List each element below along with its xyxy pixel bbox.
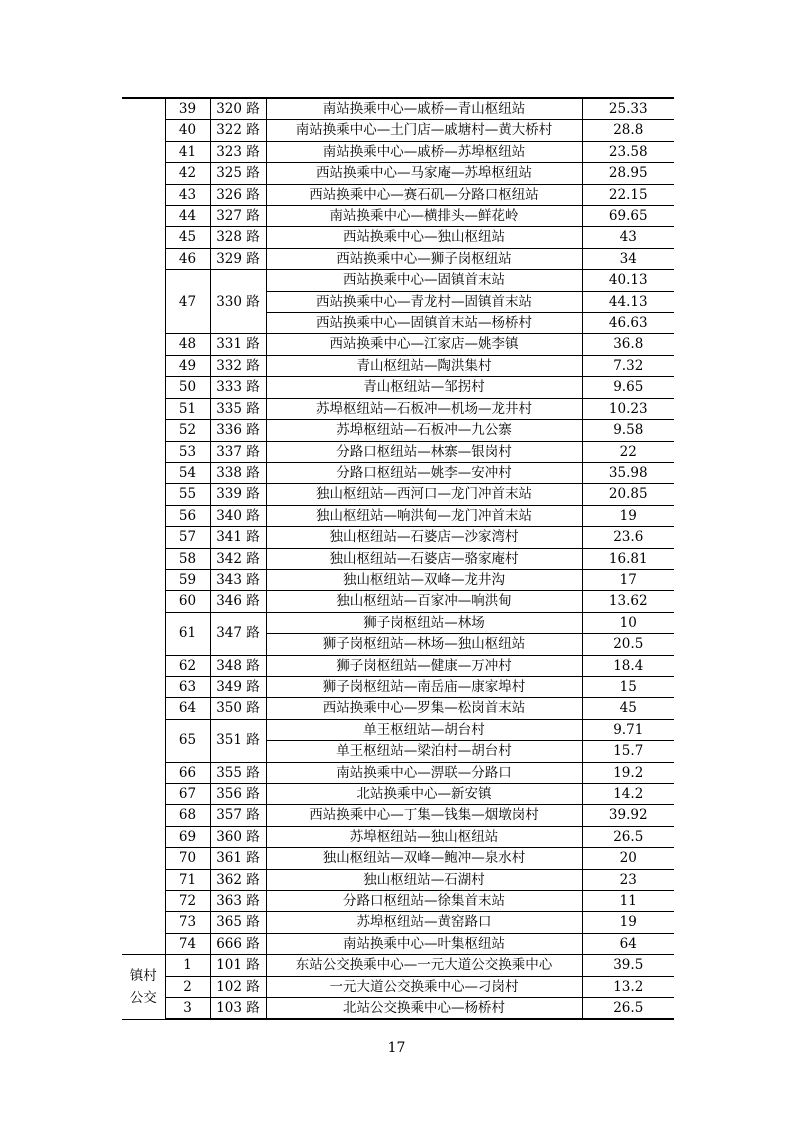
route-length-cell: 22.15 <box>582 184 674 205</box>
route-name-cell: 346 路 <box>210 591 266 612</box>
route-name-cell: 357 路 <box>210 805 266 826</box>
table-row <box>122 420 674 441</box>
route-index-cell: 65 <box>165 719 210 762</box>
route-stops-cell: 西站换乘中心—马家庵—苏埠枢纽站 <box>266 163 582 184</box>
route-index-cell: 63 <box>165 676 210 697</box>
route-name-cell: 323 路 <box>210 141 266 162</box>
route-name-cell: 331 路 <box>210 334 266 355</box>
table-row <box>122 655 674 676</box>
table-row <box>122 955 674 976</box>
table-row <box>122 120 674 141</box>
route-stops-cell: 南站换乘中心—戚桥—青山枢纽站 <box>266 98 582 120</box>
route-stops-cell: 独山枢纽站—百家冲—响洪甸 <box>266 591 582 612</box>
table-row <box>122 826 674 847</box>
route-name-cell: 335 路 <box>210 398 266 419</box>
route-stops-cell: 西站换乘中心—赛石矶—分路口枢纽站 <box>266 184 582 205</box>
route-name-cell: 327 路 <box>210 206 266 227</box>
route-length-cell: 9.58 <box>582 420 674 441</box>
route-length-cell: 28.8 <box>582 120 674 141</box>
route-length-cell: 69.65 <box>582 206 674 227</box>
table-row <box>122 998 674 1020</box>
route-length-cell: 18.4 <box>582 655 674 676</box>
route-length-cell: 45 <box>582 698 674 719</box>
table-row <box>122 698 674 719</box>
table-row <box>122 270 674 291</box>
route-stops-cell: 分路口枢纽站—林寨—银岗村 <box>266 441 582 462</box>
route-length-cell: 39.5 <box>582 955 674 976</box>
route-length-cell: 13.62 <box>582 591 674 612</box>
table-row <box>122 227 674 248</box>
table-row <box>122 719 674 740</box>
route-length-cell: 20.85 <box>582 484 674 505</box>
route-length-cell: 9.65 <box>582 377 674 398</box>
route-name-cell: 328 路 <box>210 227 266 248</box>
route-index-cell: 60 <box>165 591 210 612</box>
route-index-cell: 74 <box>165 933 210 954</box>
route-name-cell: 340 路 <box>210 505 266 526</box>
table-row <box>122 377 674 398</box>
route-stops-cell: 单王枢纽站—梁泊村—胡台村 <box>266 741 582 762</box>
route-stops-cell: 南站换乘中心—横排头—鲜花岭 <box>266 206 582 227</box>
route-name-cell: 332 路 <box>210 355 266 376</box>
route-length-cell: 26.5 <box>582 998 674 1020</box>
bus-route-table <box>122 97 674 1020</box>
category-cell <box>122 955 165 1020</box>
route-index-cell: 1 <box>165 955 210 976</box>
route-stops-cell: 青山枢纽站—邹拐村 <box>266 377 582 398</box>
route-length-cell: 19.2 <box>582 762 674 783</box>
route-length-cell: 15.7 <box>582 741 674 762</box>
route-name-cell: 329 路 <box>210 248 266 269</box>
route-length-cell: 22 <box>582 441 674 462</box>
route-length-cell: 20 <box>582 848 674 869</box>
route-stops-cell: 南站换乘中心—淠联—分路口 <box>266 762 582 783</box>
route-stops-cell: 苏埠枢纽站—石板冲—机场—龙井村 <box>266 398 582 419</box>
table-row <box>122 676 674 697</box>
route-name-cell: 336 路 <box>210 420 266 441</box>
route-name-cell: 343 路 <box>210 569 266 590</box>
route-index-cell: 54 <box>165 462 210 483</box>
route-index-cell: 55 <box>165 484 210 505</box>
route-name-cell: 355 路 <box>210 762 266 783</box>
route-name-cell: 350 路 <box>210 698 266 719</box>
route-index-cell: 48 <box>165 334 210 355</box>
table-row <box>122 869 674 890</box>
route-length-cell: 40.13 <box>582 270 674 291</box>
route-index-cell: 69 <box>165 826 210 847</box>
route-index-cell: 64 <box>165 698 210 719</box>
route-index-cell: 2 <box>165 976 210 997</box>
route-name-cell: 362 路 <box>210 869 266 890</box>
route-stops-cell: 西站换乘中心—固镇首末站—杨桥村 <box>266 313 582 334</box>
table-row <box>122 505 674 526</box>
route-length-cell: 25.33 <box>582 98 674 120</box>
route-length-cell: 28.95 <box>582 163 674 184</box>
route-index-cell: 56 <box>165 505 210 526</box>
route-length-cell: 15 <box>582 676 674 697</box>
route-stops-cell: 独山枢纽站—西河口—龙门冲首末站 <box>266 484 582 505</box>
route-length-cell: 23 <box>582 869 674 890</box>
route-table-body <box>122 98 674 1019</box>
route-stops-cell: 西站换乘中心—独山枢纽站 <box>266 227 582 248</box>
route-stops-cell: 西站换乘中心—罗集—松岗首末站 <box>266 698 582 719</box>
route-stops-cell: 狮子岗枢纽站—林场—独山枢纽站 <box>266 634 582 655</box>
route-index-cell: 57 <box>165 527 210 548</box>
route-name-cell: 320 路 <box>210 98 266 120</box>
route-stops-cell: 西站换乘中心—固镇首末站 <box>266 270 582 291</box>
table-row <box>122 334 674 355</box>
table-row <box>122 569 674 590</box>
route-length-cell: 44.13 <box>582 291 674 312</box>
route-index-cell: 52 <box>165 420 210 441</box>
route-index-cell: 68 <box>165 805 210 826</box>
route-length-cell: 17 <box>582 569 674 590</box>
route-stops-cell: 独山枢纽站—石婆店—沙家湾村 <box>266 527 582 548</box>
route-index-cell: 49 <box>165 355 210 376</box>
route-stops-cell: 青山枢纽站—陶洪集村 <box>266 355 582 376</box>
route-name-cell: 101 路 <box>210 955 266 976</box>
route-name-cell: 325 路 <box>210 163 266 184</box>
route-stops-cell: 北站换乘中心—新安镇 <box>266 784 582 805</box>
route-index-cell: 71 <box>165 869 210 890</box>
route-length-cell: 23.58 <box>582 141 674 162</box>
route-length-cell: 10 <box>582 612 674 633</box>
route-index-cell: 61 <box>165 612 210 655</box>
route-stops-cell: 苏埠枢纽站—石板冲—九公寨 <box>266 420 582 441</box>
table-row <box>122 355 674 376</box>
route-stops-cell: 南站换乘中心—土门店—戚塘村—黄大桥村 <box>266 120 582 141</box>
route-index-cell: 44 <box>165 206 210 227</box>
table-row <box>122 462 674 483</box>
route-stops-cell: 狮子岗枢纽站—健康—万冲村 <box>266 655 582 676</box>
route-stops-cell: 北站公交换乘中心—杨桥村 <box>266 998 582 1020</box>
route-stops-cell: 南站换乘中心—戚桥—苏埠枢纽站 <box>266 141 582 162</box>
route-stops-cell: 独山枢纽站—双峰—龙井沟 <box>266 569 582 590</box>
route-length-cell: 20.5 <box>582 634 674 655</box>
route-length-cell: 35.98 <box>582 462 674 483</box>
route-length-cell: 36.8 <box>582 334 674 355</box>
route-index-cell: 41 <box>165 141 210 162</box>
table-row <box>122 848 674 869</box>
route-index-cell: 39 <box>165 98 210 120</box>
table-row <box>122 484 674 505</box>
table-row <box>122 163 674 184</box>
route-index-cell: 47 <box>165 270 210 334</box>
route-name-cell: 333 路 <box>210 377 266 398</box>
route-name-cell: 361 路 <box>210 848 266 869</box>
route-stops-cell: 单王枢纽站—胡台村 <box>266 719 582 740</box>
route-stops-cell: 苏埠枢纽站—独山枢纽站 <box>266 826 582 847</box>
route-stops-cell: 一元大道公交换乘中心—刁岗村 <box>266 976 582 997</box>
route-length-cell: 7.32 <box>582 355 674 376</box>
route-name-cell: 341 路 <box>210 527 266 548</box>
route-name-cell: 356 路 <box>210 784 266 805</box>
table-row <box>122 141 674 162</box>
route-length-cell: 43 <box>582 227 674 248</box>
category-cell <box>122 98 165 955</box>
route-length-cell: 39.92 <box>582 805 674 826</box>
route-index-cell: 62 <box>165 655 210 676</box>
route-stops-cell: 狮子岗枢纽站—林场 <box>266 612 582 633</box>
route-index-cell: 40 <box>165 120 210 141</box>
route-name-cell: 326 路 <box>210 184 266 205</box>
route-stops-cell: 狮子岗枢纽站—南岳庙—康家埠村 <box>266 676 582 697</box>
route-stops-cell: 苏埠枢纽站—黄窑路口 <box>266 912 582 933</box>
route-name-cell: 348 路 <box>210 655 266 676</box>
route-stops-cell: 西站换乘中心—狮子岗枢纽站 <box>266 248 582 269</box>
route-index-cell: 66 <box>165 762 210 783</box>
route-length-cell: 34 <box>582 248 674 269</box>
route-name-cell: 666 路 <box>210 933 266 954</box>
route-length-cell: 13.2 <box>582 976 674 997</box>
route-stops-cell: 东站公交换乘中心—一元大道公交换乘中心 <box>266 955 582 976</box>
route-name-cell: 338 路 <box>210 462 266 483</box>
route-name-cell: 363 路 <box>210 891 266 912</box>
route-stops-cell: 独山枢纽站—双峰—鲍冲—泉水村 <box>266 848 582 869</box>
route-name-cell: 330 路 <box>210 270 266 334</box>
route-name-cell: 360 路 <box>210 826 266 847</box>
route-index-cell: 59 <box>165 569 210 590</box>
route-index-cell: 42 <box>165 163 210 184</box>
category-text: 公交 <box>129 990 157 1007</box>
table-row <box>122 206 674 227</box>
route-index-cell: 45 <box>165 227 210 248</box>
route-name-cell: 337 路 <box>210 441 266 462</box>
route-length-cell: 19 <box>582 912 674 933</box>
route-index-cell: 53 <box>165 441 210 462</box>
table-row <box>122 527 674 548</box>
route-stops-cell: 分路口枢纽站—姚李—安冲村 <box>266 462 582 483</box>
route-length-cell: 19 <box>582 505 674 526</box>
route-index-cell: 58 <box>165 548 210 569</box>
route-name-cell: 322 路 <box>210 120 266 141</box>
page-number: 17 <box>387 1040 406 1056</box>
table-row <box>122 398 674 419</box>
route-length-cell: 16.81 <box>582 548 674 569</box>
route-name-cell: 365 路 <box>210 912 266 933</box>
route-index-cell: 43 <box>165 184 210 205</box>
route-name-cell: 342 路 <box>210 548 266 569</box>
route-index-cell: 51 <box>165 398 210 419</box>
route-index-cell: 73 <box>165 912 210 933</box>
route-name-cell: 102 路 <box>210 976 266 997</box>
route-stops-cell: 西站换乘中心—江家店—姚李镇 <box>266 334 582 355</box>
table-row <box>122 184 674 205</box>
route-length-cell: 14.2 <box>582 784 674 805</box>
route-name-cell: 349 路 <box>210 676 266 697</box>
table-row <box>122 912 674 933</box>
route-index-cell: 46 <box>165 248 210 269</box>
route-index-cell: 50 <box>165 377 210 398</box>
route-stops-cell: 西站换乘中心—丁集—钱集—烟墩岗村 <box>266 805 582 826</box>
table-row <box>122 548 674 569</box>
route-length-cell: 46.63 <box>582 313 674 334</box>
route-length-cell: 9.71 <box>582 719 674 740</box>
route-length-cell: 10.23 <box>582 398 674 419</box>
route-stops-cell: 独山枢纽站—石湖村 <box>266 869 582 890</box>
route-stops-cell: 西站换乘中心—青龙村—固镇首末站 <box>266 291 582 312</box>
route-index-cell: 3 <box>165 998 210 1020</box>
table-row <box>122 933 674 954</box>
route-length-cell: 26.5 <box>582 826 674 847</box>
table-row <box>122 441 674 462</box>
route-length-cell: 11 <box>582 891 674 912</box>
route-index-cell: 72 <box>165 891 210 912</box>
route-index-cell: 70 <box>165 848 210 869</box>
table-row <box>122 976 674 997</box>
route-name-cell: 339 路 <box>210 484 266 505</box>
route-stops-cell: 南站换乘中心—叶集枢纽站 <box>266 933 582 954</box>
table-row <box>122 591 674 612</box>
route-index-cell: 67 <box>165 784 210 805</box>
category-text: 镇村 <box>129 968 157 985</box>
table-row <box>122 805 674 826</box>
table-row <box>122 784 674 805</box>
route-name-cell: 103 路 <box>210 998 266 1020</box>
route-name-cell: 347 路 <box>210 612 266 655</box>
table-row <box>122 762 674 783</box>
route-stops-cell: 独山枢纽站—响洪甸—龙门冲首末站 <box>266 505 582 526</box>
table-row <box>122 98 674 120</box>
table-row <box>122 612 674 633</box>
route-stops-cell: 独山枢纽站—石婆店—骆家庵村 <box>266 548 582 569</box>
route-stops-cell: 分路口枢纽站—徐集首末站 <box>266 891 582 912</box>
table-row <box>122 891 674 912</box>
table-row <box>122 248 674 269</box>
route-length-cell: 23.6 <box>582 527 674 548</box>
route-name-cell: 351 路 <box>210 719 266 762</box>
route-length-cell: 64 <box>582 933 674 954</box>
